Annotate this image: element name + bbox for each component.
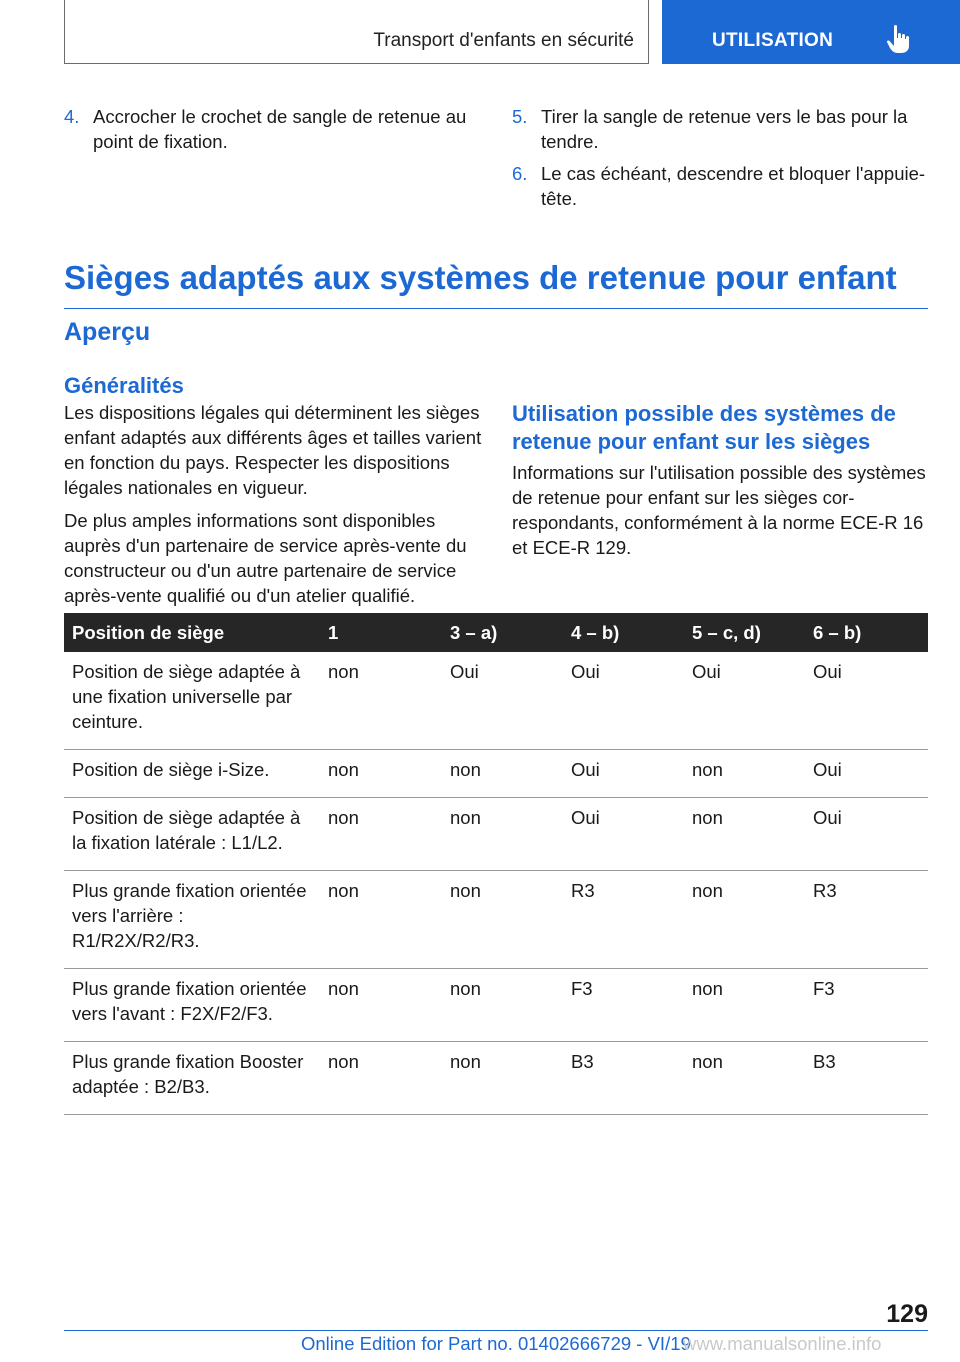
table-cell: B3	[563, 1042, 684, 1115]
page-number: 129	[886, 1300, 928, 1328]
table-row	[64, 871, 928, 969]
table-cell: Position de siège i-Size.	[64, 750, 320, 798]
usage-section	[512, 400, 930, 568]
page-title: Sièges adaptés aux systèmes de retenue pour enfant	[64, 258, 928, 309]
table-row	[64, 652, 928, 750]
table-cell: non	[684, 1042, 805, 1115]
table-cell: non	[442, 798, 563, 871]
general-paragraph-2: De plus amples informations sont disponibles auprès d'un partenaire de service après-vente du constructeur ou d'un autre partenaire de service après-vente qualifié ou d'un atelier qualifié.	[64, 510, 467, 606]
table-cell: Plus grande fixation orientée vers l'arrière : R1/R2X/R2/R3.	[64, 871, 320, 969]
table-row	[64, 798, 928, 871]
hand-pointer-icon	[886, 24, 912, 54]
table-cell: Position de siège adaptée à une fixation universelle par ceinture.	[64, 652, 320, 750]
step-6	[512, 161, 928, 211]
column-header: Position de siège	[64, 613, 320, 652]
table-cell: Oui	[805, 652, 928, 750]
table-cell: non	[320, 750, 442, 798]
general-section	[64, 372, 484, 616]
table-cell: Position de siège adaptée à la fixation latérale : L1/L2.	[64, 798, 320, 871]
table-cell: non	[320, 798, 442, 871]
table-cell: non	[320, 652, 442, 750]
table-cell: Oui	[805, 798, 928, 871]
table-cell: F3	[805, 969, 928, 1042]
chapter-tab[interactable]	[662, 0, 960, 64]
table-cell: non	[684, 871, 805, 969]
step-number: 6.	[512, 163, 528, 184]
column-header: 5 – c, d)	[684, 613, 805, 652]
column-header: 1	[320, 613, 442, 652]
table-cell: non	[442, 871, 563, 969]
step-number: 4.	[64, 106, 80, 127]
section-subtitle: Aperçu	[64, 318, 151, 346]
usage-heading: Utilisation possible des systèmes de retenue pour enfant sur les sièges	[512, 401, 896, 454]
steps-left	[64, 104, 484, 161]
column-header: 3 – a)	[442, 613, 563, 652]
step-text: Le cas échéant, descendre et bloquer l'appuie-tête.	[541, 163, 926, 209]
general-paragraph-1: Les dispositions légales qui déterminent les sièges enfant adaptés aux différents âges et tailles varient en fonction du pays. Respecter les dispositions légales nationales en vigueur.	[64, 402, 482, 498]
seat-compatibility-table	[64, 613, 928, 1115]
table-cell: Oui	[442, 652, 563, 750]
steps-right	[512, 104, 928, 218]
table-row	[64, 969, 928, 1042]
table-cell: Oui	[563, 652, 684, 750]
table-cell: B3	[805, 1042, 928, 1115]
column-header: 6 – b)	[805, 613, 928, 652]
section-title: Transport d'enfants en sécurité	[373, 30, 634, 51]
footer-edition: Online Edition for Part no. 01402666729 - VI/19	[301, 1333, 691, 1354]
table-cell: Oui	[563, 798, 684, 871]
table-cell: Oui	[805, 750, 928, 798]
step-5	[512, 104, 928, 154]
usage-paragraph: Informations sur l'utilisation possible des systèmes de retenue pour enfant sur les sièges correspondants, conformément à la norme ECE-R 16 et ECE-R 129.	[512, 462, 926, 558]
table-cell: non	[684, 969, 805, 1042]
step-text: Tirer la sangle de retenue vers le bas pour la tendre.	[541, 106, 908, 152]
table-cell: R3	[563, 871, 684, 969]
table-cell: Plus grande fixation Booster adaptée : B2/B3.	[64, 1042, 320, 1115]
table-row	[64, 750, 928, 798]
table-row	[64, 1042, 928, 1115]
watermark: www.manualsonline.info	[683, 1333, 882, 1354]
table-cell: non	[320, 871, 442, 969]
table-cell: non	[320, 969, 442, 1042]
table-cell: Plus grande fixation orientée vers l'avant : F2X/F2/F3.	[64, 969, 320, 1042]
footer-divider	[64, 1330, 928, 1331]
column-header: 4 – b)	[563, 613, 684, 652]
table-cell: Oui	[684, 652, 805, 750]
table-cell: R3	[805, 871, 928, 969]
table-cell: non	[320, 1042, 442, 1115]
table-cell: non	[684, 750, 805, 798]
step-text: Accrocher le crochet de sangle de retenue au point de fixation.	[93, 106, 467, 152]
chapter-label: UTILISATION	[712, 30, 834, 51]
table-cell: F3	[563, 969, 684, 1042]
section-header	[64, 0, 649, 64]
table-cell: Oui	[563, 750, 684, 798]
table-cell: non	[442, 750, 563, 798]
step-4	[64, 104, 484, 154]
general-heading: Généralités	[64, 373, 184, 398]
table-header-row	[64, 613, 928, 652]
table-cell: non	[442, 969, 563, 1042]
table-cell: non	[684, 798, 805, 871]
table-cell: non	[442, 1042, 563, 1115]
step-number: 5.	[512, 106, 528, 127]
